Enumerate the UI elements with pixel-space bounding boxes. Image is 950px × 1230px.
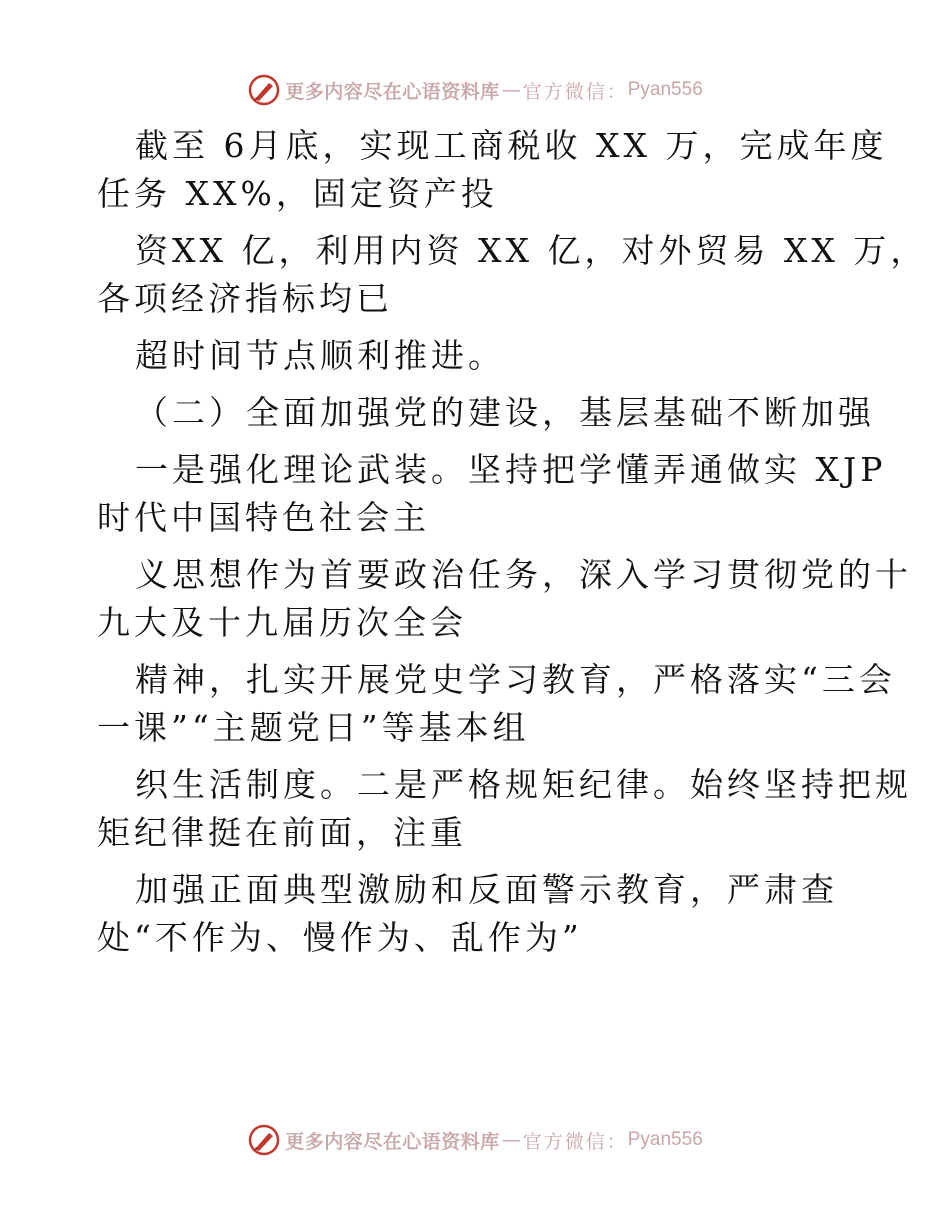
watermark-site-text: 更多内容尽在心语资料库 — [285, 80, 500, 103]
pen-logo-icon — [247, 73, 281, 107]
watermark-label: 官方微信： — [522, 1130, 628, 1153]
paragraph-line: 资XX 亿，利用内资 XX 亿，对外贸易 XX 万， — [135, 231, 928, 270]
watermark-separator: — — [501, 1129, 521, 1151]
paragraph-line: 各项经济指标均已 — [97, 279, 393, 318]
watermark-wechat-id: Pyan556 — [627, 79, 703, 100]
header-watermark — [0, 70, 950, 110]
watermark-wechat-id: Pyan556 — [627, 1129, 703, 1150]
paragraph-line: 一是强化理论武装。坚持把学懂弄通做实 XJP — [135, 450, 887, 489]
document-body — [97, 122, 928, 962]
paragraph-line: 精神，扎实开展党史学习教育，严格落实“三会 — [135, 660, 896, 699]
paragraph-line: 处“不作为、慢作为、乱作为” — [97, 918, 583, 957]
pen-logo-icon — [247, 1123, 281, 1157]
paragraph-line: 时代中国特色社会主 — [97, 498, 430, 537]
watermark-label: 官方微信： — [522, 80, 628, 103]
paragraph-line: 任务 XX%，固定资产投 — [97, 174, 498, 213]
paragraph-line: 九大及十九届历次全会 — [97, 603, 467, 642]
paragraph-line: 义思想作为首要政治任务，深入学习贯彻党的十 — [135, 555, 912, 594]
footer-watermark — [0, 1120, 950, 1160]
paragraph-line: 超时间节点顺利推进。 — [135, 336, 505, 375]
paragraph-line: 矩纪律挺在前面，注重 — [97, 813, 467, 852]
watermark-site-text: 更多内容尽在心语资料库 — [285, 1130, 500, 1153]
paragraph-line: 截至 6月底，实现工商税收 XX 万，完成年度 — [135, 126, 888, 165]
paragraph-line: 一课”“主题党日”等基本组 — [97, 708, 530, 747]
paragraph-line: 加强正面典型激励和反面警示教育，严肃查 — [135, 870, 838, 909]
watermark-separator: — — [501, 79, 521, 101]
section-heading: （二）全面加强党的建设，基层基础不断加强 — [135, 393, 875, 432]
paragraph-line: 织生活制度。二是严格规矩纪律。始终坚持把规 — [135, 765, 912, 804]
